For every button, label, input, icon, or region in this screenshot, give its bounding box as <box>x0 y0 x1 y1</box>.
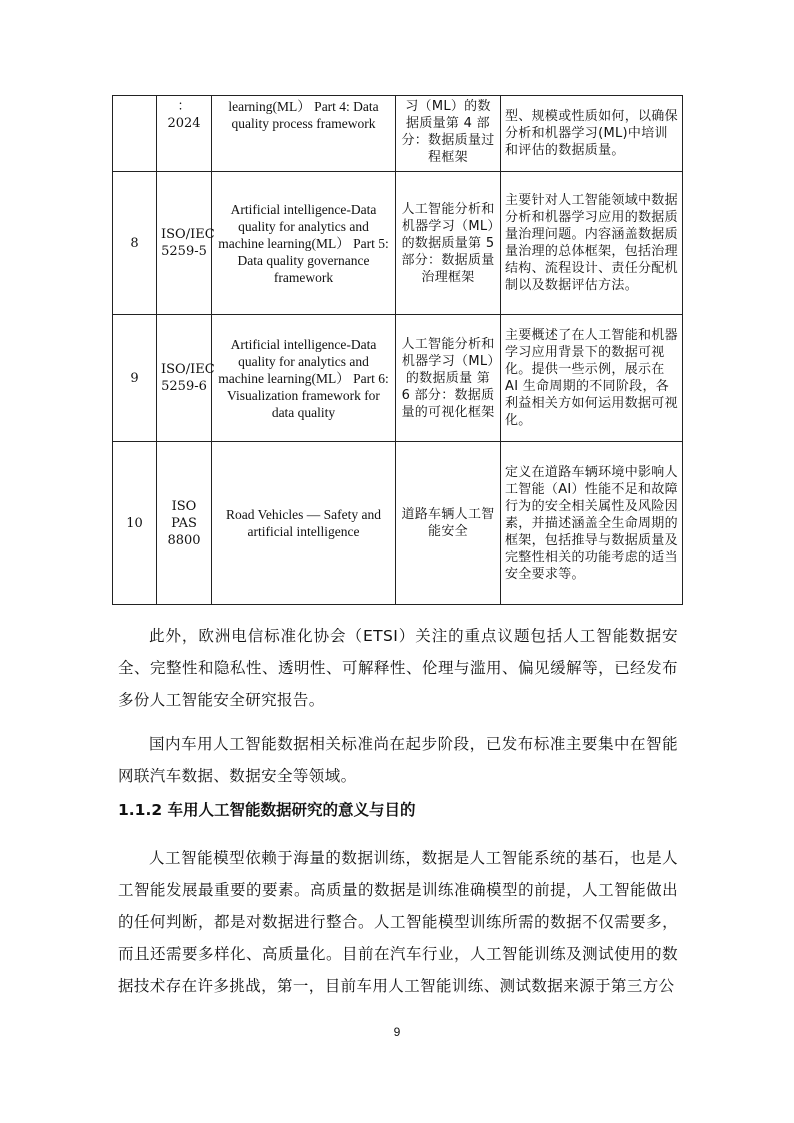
standard-english-title: Road Vehicles — Safety and artificial intelligence <box>212 442 396 605</box>
table-row <box>113 96 683 172</box>
standard-english-title: Artificial intelligence-Data quality for analytics and machine learning(ML） Part 6: Visualization framework for data quality <box>212 315 396 442</box>
standard-english-title: Artificial intelligence-Data quality for analytics and machine learning(ML） Part 5: Data quality governance framework <box>212 172 396 315</box>
standard-description: 主要概述了在人工智能和机器学习应用背景下的数据可视化。提供一些示例，展示在 AI 生命周期的不同阶段，各利益相关方如何运用数据可视化。 <box>501 315 683 442</box>
standard-description: 型、规模或性质如何，以确保分析和机器学习(ML)中培训和评估的数据质量。 <box>501 96 683 172</box>
standard-chinese-title: 人工智能分析和机器学习（ML）的数据质量 第 6 部分：数据质量的可视化框架 <box>396 315 501 442</box>
section-heading: 1.1.2 车用人工智能数据研究的意义与目的 <box>118 801 416 819</box>
standard-description: 主要针对人工智能领域中数据分析和机器学习应用的数据质量治理问题。内容涵盖数据质量治理的总体框架，包括治理结构、流程设计、责任分配机制以及数据评估方法。 <box>501 172 683 315</box>
row-number: 10 <box>113 442 157 605</box>
row-number: 9 <box>113 315 157 442</box>
table-row <box>113 315 683 442</box>
row-number: 8 <box>113 172 157 315</box>
standard-code: ISO PAS 8800 <box>157 442 212 605</box>
standard-code: ISO/IEC 5259-6 <box>157 315 212 442</box>
table-row <box>113 172 683 315</box>
paragraph-domestic-standards: 国内车用人工智能数据相关标准尚在起步阶段，已发布标准主要集中在智能网联汽车数据、数据安全等领域。 <box>118 735 678 785</box>
standard-english-title: learning(ML） Part 4: Data quality process framework <box>212 96 396 172</box>
standard-chinese-title: 道路车辆人工智能安全 <box>396 442 501 605</box>
row-number <box>113 96 157 172</box>
standards-table <box>112 95 683 605</box>
page-number: 9 <box>393 1025 401 1039</box>
standard-description: 定义在道路车辆环境中影响人工智能（AI）性能不足和故障行为的安全相关属性及风险因素，并描述涵盖全生命周期的框架，包括推导与数据质量及完整性相关的功能考虑的适当安全要求等。 <box>501 442 683 605</box>
standard-code: ISO/IEC 5259-5 <box>157 172 212 315</box>
paragraph-etsi: 此外，欧洲电信标准化协会（ETSI）关注的重点议题包括人工智能数据安全、完整性和隐私性、透明性、可解释性、伦理与滥用、偏见缓解等，已经发布多份人工智能安全研究报告。 <box>118 627 678 709</box>
standard-chinese-title: 习（ML）的数据质量第 4 部分：数据质量过程框架 <box>396 96 501 172</box>
paragraph-significance: 人工智能模型依赖于海量的数据训练，数据是人工智能系统的基石，也是人工智能发展最重要的要素。高质量的数据是训练准确模型的前提，人工智能做出的任何判断，都是对数据进行整合。人工智能模型训练所需的数据不仅需要多，而且还需要多样化、高质量化。目前在汽车行业，人工智能训练及测试使用的数据技术存在许多挑战，第一，目前车用人工智能训练、测试数据来源于第三方公 <box>118 849 678 995</box>
table-row <box>113 442 683 605</box>
standard-code: ：2024 <box>157 96 212 172</box>
standard-chinese-title: 人工智能分析和机器学习（ML）的数据质量第 5 部分：数据质量治理框架 <box>396 172 501 315</box>
